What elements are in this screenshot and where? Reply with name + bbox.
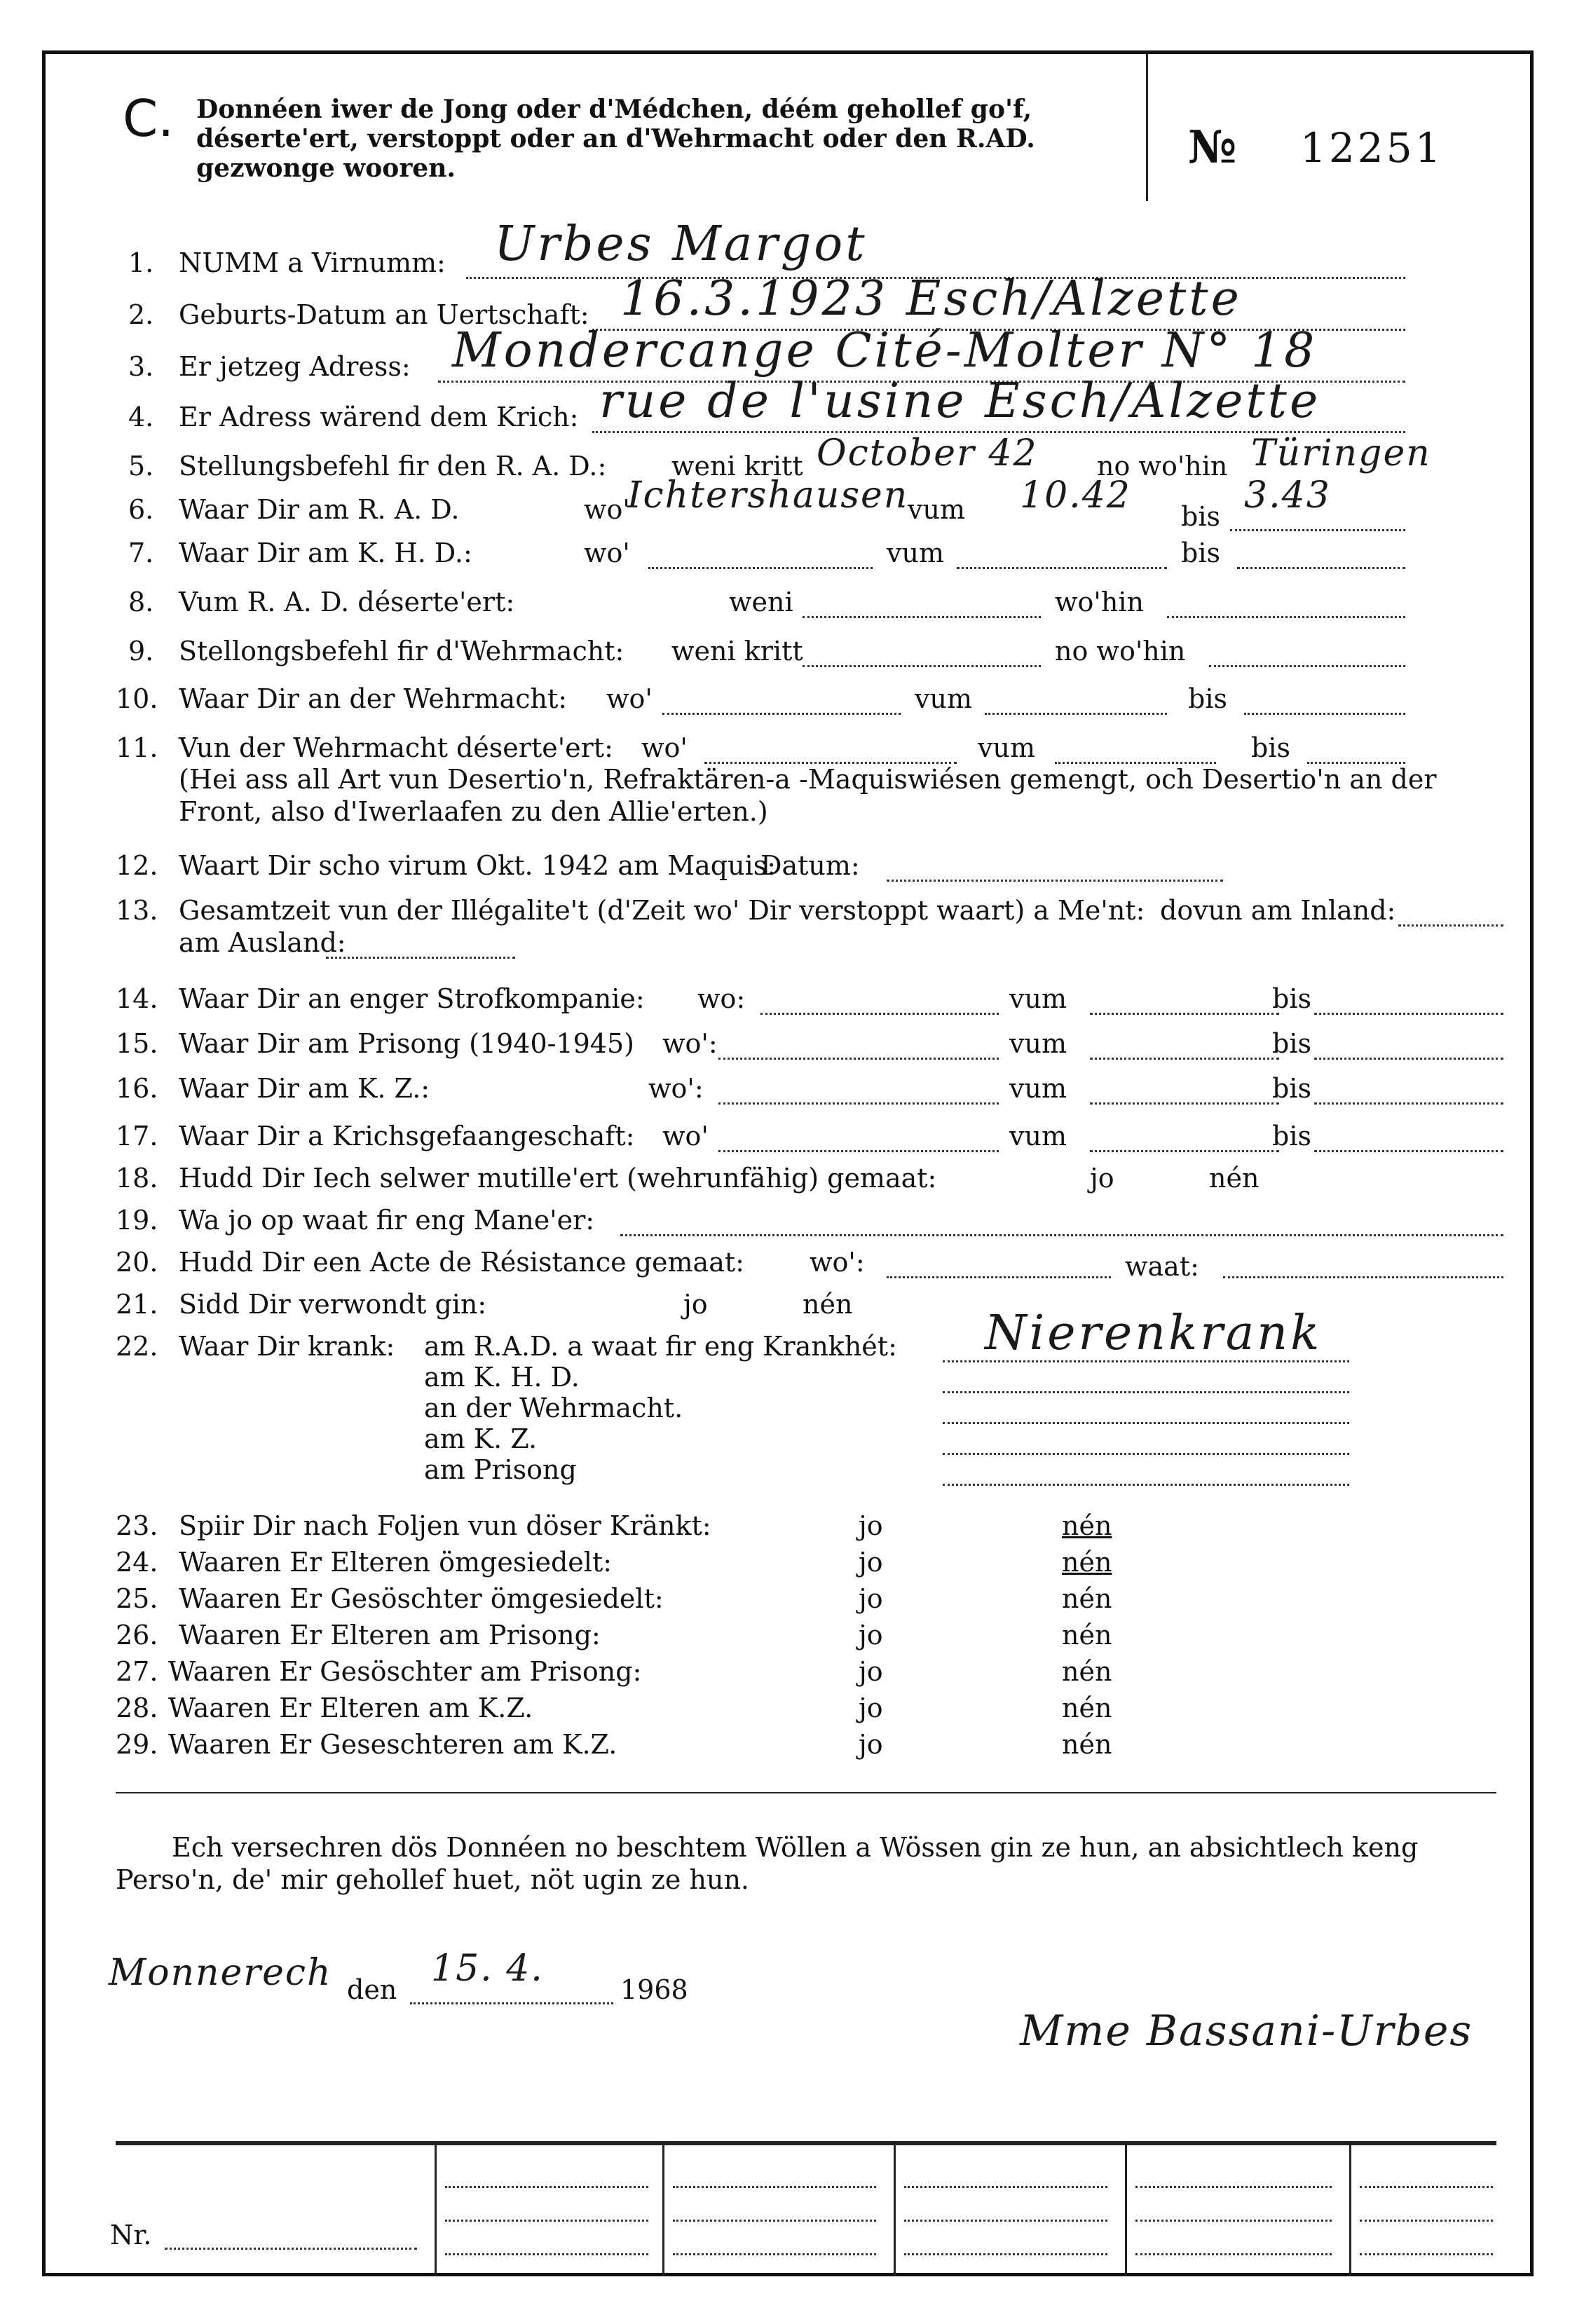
field-line [1398,924,1503,927]
field-label-until: bis [1181,501,1220,532]
field-line [620,1234,1503,1236]
field-label-rad: Waar Dir am R. A. D. [179,494,460,525]
field-line [662,713,901,715]
field-line [1090,1150,1279,1152]
field-line [943,1391,1349,1393]
illness-value[interactable]: Nierenkrank [985,1306,1323,1361]
footer-field-line [1135,2220,1332,2222]
field-label-ill: Waar Dir krank: [179,1331,395,1362]
field-number: 26. [116,1620,158,1650]
field-label-where: wo' [606,683,653,714]
field-number: 28. [116,1693,158,1723]
birth-value[interactable]: 16.3.1923 Esch/Alzette [620,271,1242,327]
field-label-from: vum [1009,1028,1067,1059]
field-label-resistance: Hudd Dir een Acte de Résistance gemaat: [179,1247,744,1278]
field-label-rad-desert: Vum R. A. D. déserte'ert: [179,587,515,617]
rad-where-value[interactable]: Ichtershausen [627,474,909,517]
field-label-wehrmacht: Waar Dir an der Wehrmacht: [179,683,568,714]
field-label-until: bis [1188,683,1227,714]
field-label-penal: Waar Dir an enger Strofkompanie: [179,983,645,1014]
option-no[interactable]: nén [1062,1656,1112,1687]
field-label-until: bis [1181,538,1220,568]
field-label-siblings-resettled: Waaren Er Gesöschter ömgesiedelt: [179,1583,664,1614]
footer-field-line [1135,2186,1332,2188]
field-label-from: vum [908,494,965,525]
option-no[interactable]: nén [1062,1510,1112,1541]
field-label-until: bis [1272,1028,1311,1059]
field-label-from: vum [1009,1073,1067,1104]
field-label-illegality: Gesamtzeit vun der Illégalite't (d'Zeit wo' Dir verstoppt waart) a Me'nt: [179,895,1145,926]
field-line [1314,1058,1503,1060]
option-yes[interactable]: jo [1090,1163,1114,1194]
field-label-mutilation: Hudd Dir Iech selwer mutille'ert (wehrunfähig) gemaat: [179,1163,937,1194]
field-number: 4. [128,402,154,432]
year-label: 1968 [620,1974,688,2005]
field-label-where: wo': [662,1028,718,1059]
option-yes[interactable]: jo [859,1656,883,1687]
field-label-rad-order: Stellungsbefehl fir den R. A. D.: [179,451,607,481]
ill-sub-prison: am Prisong [424,1454,577,1485]
field-line [718,1058,999,1060]
field-number: 20. [116,1247,158,1278]
option-yes[interactable]: jo [859,1583,883,1614]
option-no[interactable]: nén [1062,1620,1112,1650]
footer-field-line [673,2186,876,2188]
footer-field-line [165,2248,417,2250]
field-label-where: wo' [662,1121,709,1151]
footer-top-rule [116,2141,1496,2145]
field-label-from: vum [1009,1121,1067,1151]
ill-sub-rad: am R.A.D. a waat fir eng Krankhét: [424,1331,897,1362]
field-label-khd: Waar Dir am K. H. D.: [179,538,472,568]
field-label-when: weni kritt [671,451,803,481]
field-number: 9. [128,636,154,667]
field-line [803,616,1041,618]
field-label-prison: Waar Dir am Prisong (1940-1945) [179,1028,634,1059]
field-label-birth: Geburts-Datum an Uertschaft: [179,299,589,330]
field-line [1223,1276,1503,1278]
footer-field-line [445,2186,648,2188]
field-label-siblings-kz: Waaren Er Geseschteren am K.Z. [168,1729,617,1760]
field-label-maquis: Waart Dir scho virum Okt. 1942 am Maquis: [179,850,777,881]
field-label-whither: wo'hin [1055,587,1144,617]
form-page [42,50,1534,2276]
field-line [887,880,1223,882]
field-number: 17. [116,1121,158,1151]
field-label-abroad: am Ausland: [179,927,346,958]
option-yes[interactable]: jo [859,1547,883,1578]
field-label-inland: dovun am Inland: [1160,895,1396,926]
field-label-where: wo' [584,494,630,525]
field-label-siblings-prison: Waaren Er Gesöschter am Prisong: [168,1656,642,1687]
field-number: 18. [116,1163,158,1194]
field-line [718,1150,999,1152]
ill-sub-khd: am K. H. D. [424,1362,580,1393]
rad-order-when-value[interactable]: October 42 [817,432,1038,474]
field-label-wehrmacht-order: Stellongsbefehl fir d'Wehrmacht: [179,636,624,667]
footer-field-line [904,2253,1107,2255]
field-line [410,2002,613,2004]
field-label-kz: Waar Dir am K. Z.: [179,1073,430,1104]
field-number: 14. [116,983,158,1014]
field-line [887,1276,1111,1278]
field-label-from: vum [887,538,944,568]
field-number: 8. [128,587,154,617]
field-label-manner: Wa jo op waat fir eng Mane'er: [179,1205,595,1236]
option-yes[interactable]: jo [859,1729,883,1760]
field-label-name: NUMM a Virnumm: [179,247,446,278]
field-number: 24. [116,1547,158,1578]
field-number: 15. [116,1028,158,1059]
field-label-until: bis [1272,1073,1311,1104]
field-number: 11. [116,732,158,763]
field-number: 5. [128,451,154,481]
field-label-where: no wo'hin [1097,451,1228,481]
field-line [1090,1013,1279,1015]
field-label-pow: Waar Dir a Krichsgefaangeschaft: [179,1121,635,1151]
address-value[interactable]: Mondercange Cité-Molter N° 18 [452,323,1318,378]
form-title: Donnéen iwer de Jong oder d'Médchen, déém gehollef go'f, déserte'ert, verstoppt oder an d'Wehrmacht oder den R.AD. gezwonge wooren. [196,95,1035,183]
footer-col-line [1125,2141,1127,2276]
field-label-parents-kz: Waaren Er Elteren am K.Z. [168,1693,533,1723]
field-label-where: wo' [584,538,630,568]
field-number: 27. [116,1656,158,1687]
field-line [1230,529,1405,531]
field-label-until: bis [1272,983,1311,1014]
field-line [957,567,1167,569]
field-number: 6. [128,494,154,525]
option-yes[interactable]: jo [859,1510,883,1541]
field-line [1167,616,1405,618]
declaration-text: Ech versechren dös Donnéen no beschtem Wöllen a Wössen gin ze hun, an absichtlech keng Perso'n, de' mir gehollef huet, nöt ugin ze hun. [116,1832,1419,1895]
field-number: 21. [116,1289,158,1320]
field-number: 29. [116,1729,158,1760]
ill-sub-kz: am K. Z. [424,1423,538,1454]
name-value[interactable]: Urbes Margot [494,217,868,272]
field-line [1314,1102,1503,1105]
field-line [1237,567,1405,569]
rad-order-where-value[interactable]: Türingen [1251,432,1431,474]
footer-field-line [445,2220,648,2222]
number-label: № [1188,121,1237,174]
signature: Mme Bassani-Urbes [1020,2007,1473,2056]
field-line [943,1484,1349,1486]
field-line [985,713,1167,715]
field-label-from: vum [978,732,1035,763]
section-divider [116,1792,1496,1793]
field-label-when: weni kritt [671,636,803,667]
field-number: 12. [116,850,158,881]
field-label-date: Datum: [760,850,860,881]
option-no[interactable]: nén [1209,1163,1260,1194]
field-label-consequences: Spiir Dir nach Foljen vun döser Kränkt: [179,1510,711,1541]
footer-col-line [894,2141,896,2276]
footer-field-line [673,2220,876,2222]
field-line [943,1422,1349,1424]
field-number: 23. [116,1510,158,1541]
rad-until-value[interactable]: 3.43 [1244,474,1331,517]
footer-field-line [904,2186,1107,2188]
nr-label: Nr. [110,2220,152,2250]
war-address-value[interactable]: rue de l'usine Esch/Alzette [599,374,1321,429]
field-label-wehrmacht-desert: Vun der Wehrmacht déserte'ert: [179,732,613,763]
desertion-note: (Hei ass all Art vun Desertio'n, Refraktären-a -Maquiswiésen gemengt, och Desertio'n an der Front, also d'Iwerlaafen zu den Allie'erten.) [179,764,1437,827]
footer-field-line [673,2253,876,2255]
footer-field-line [1135,2253,1332,2255]
field-label-parents-prison: Waaren Er Elteren am Prisong: [179,1620,601,1650]
option-yes[interactable]: jo [859,1620,883,1650]
field-line [760,1013,999,1015]
field-label-where: wo' [641,732,688,763]
field-line [326,957,515,959]
ill-sub-wehrmacht: an der Wehrmacht. [424,1393,683,1423]
field-line [1209,665,1405,667]
footer-field-line [1360,2186,1493,2188]
field-number: 19. [116,1205,158,1236]
option-yes[interactable]: jo [683,1289,708,1320]
field-label-until: bis [1251,732,1290,763]
footer-field-line [1360,2253,1493,2255]
field-line [1314,1013,1503,1015]
field-line [803,665,1041,667]
field-number: 2. [128,299,154,330]
option-yes[interactable]: jo [859,1693,883,1723]
field-line [1314,1150,1503,1152]
field-number: 7. [128,538,154,568]
field-line [1244,713,1405,715]
form-number: 12251 [1300,124,1444,172]
field-number: 1. [128,247,154,278]
field-label-until: bis [1272,1121,1311,1151]
footer-col-line [1349,2141,1351,2276]
field-label-what: waat: [1125,1251,1199,1282]
field-line [943,1360,1349,1362]
field-label-where: wo': [810,1247,865,1278]
field-label-when: weni [729,587,793,617]
footer-field-line [1360,2220,1493,2222]
field-line [1090,1058,1279,1060]
field-number: 3. [128,351,154,382]
place-value[interactable]: Monnerech [109,1952,332,1994]
date-value[interactable]: 15. 4. [431,1948,544,1990]
field-line [648,567,873,569]
field-label-address: Er jetzeg Adress: [179,351,411,382]
option-no[interactable]: nén [1062,1693,1112,1723]
field-number: 22. [116,1331,158,1362]
footer-field-line [904,2220,1107,2222]
field-label-whither: no wo'hin [1055,636,1186,667]
footer-field-line [445,2253,648,2255]
rad-from-value[interactable]: 10.42 [1020,474,1131,517]
field-line [718,1102,999,1105]
field-number: 25. [116,1583,158,1614]
option-no[interactable]: nén [1062,1583,1112,1614]
option-no[interactable]: nén [1062,1729,1112,1760]
option-no[interactable]: nén [803,1289,853,1320]
field-label-wounded: Sidd Dir verwondt gin: [179,1289,487,1320]
field-label-from: vum [915,683,972,714]
footer-col-line [435,2141,437,2276]
field-label-where: wo': [648,1073,704,1104]
field-number: 10. [116,683,158,714]
field-number: 16. [116,1073,158,1104]
option-no[interactable]: nén [1062,1547,1112,1578]
footer-col-line [662,2141,664,2276]
den-label: den [347,1974,397,2005]
header-divider [1146,54,1148,201]
field-label-where: wo: [697,983,746,1014]
field-number: 13. [116,895,158,926]
section-letter: C. [123,89,175,148]
field-line [943,1453,1349,1455]
field-label-war-address: Er Adress wärend dem Krich: [179,402,579,432]
field-line [1090,1102,1279,1105]
field-label-from: vum [1009,983,1067,1014]
field-label-parents-resettled: Waaren Er Elteren ömgesiedelt: [179,1547,613,1578]
